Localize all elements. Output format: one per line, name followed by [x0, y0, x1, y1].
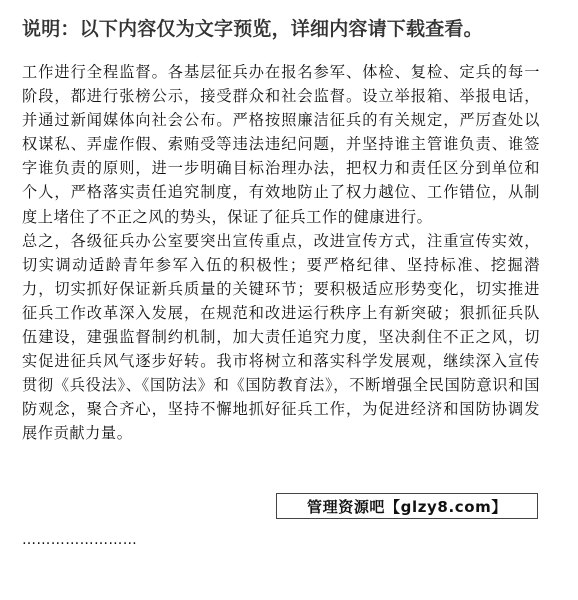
preview-notice: 说明：以下内容仅为文字预览，详细内容请下载查看。	[22, 18, 483, 40]
paragraph-1: 工作进行全程监督。各基层征兵办在报名参军、体检、复检、定兵的每一阶段，都进行张榜公示，接受群众和社会监督。设立举报箱、举报电话，并通过新闻媒体向社会公布。严格按照廉洁征兵的有关规定，严厉查处以权谋私、弄虚作假、索贿受等违法违纪问题，并坚持谁主管谁负责、谁签字谁负责的原则，进一步明确目标治理办法，把权力和责任区分到单位和个人，严格落实责任追究制度，有效地防止了权力越位、工作错位，从制度上堵住了不正之风的势头，保证了征兵工作的健康进行。	[22, 63, 540, 226]
watermark-banner: 管理资源吧【glzy8.com】	[276, 493, 538, 519]
document-body	[22, 60, 540, 446]
paragraph-2: 总之，各级征兵办公室要突出宣传重点，改进宣传方式，注重宣传实效，切实调动适龄青年参军入伍的积极性；要严格纪律、坚持标准、挖掘潜力，切实抓好保证新兵质量的关键环节；要积极适应形势变化，切实推进征兵工作改革深入发展，在规范和改进运行秩序上有新突破；狠抓征兵队伍建设，建强监督制约机制，加大责任追究力度，坚决刹住不正之风，切实促进征兵风气逐步好转。我市将树立和落实科学发展观，继续深入宣传贯彻《兵役法》、《国防法》和《国防教育法》，不断增强全民国防意识和国防观念，聚合齐心，坚持不懈地抓好征兵工作，为促进经济和国防协调发展作贡献力量。	[22, 231, 540, 443]
continuation-ellipsis: ……………………	[22, 532, 138, 548]
